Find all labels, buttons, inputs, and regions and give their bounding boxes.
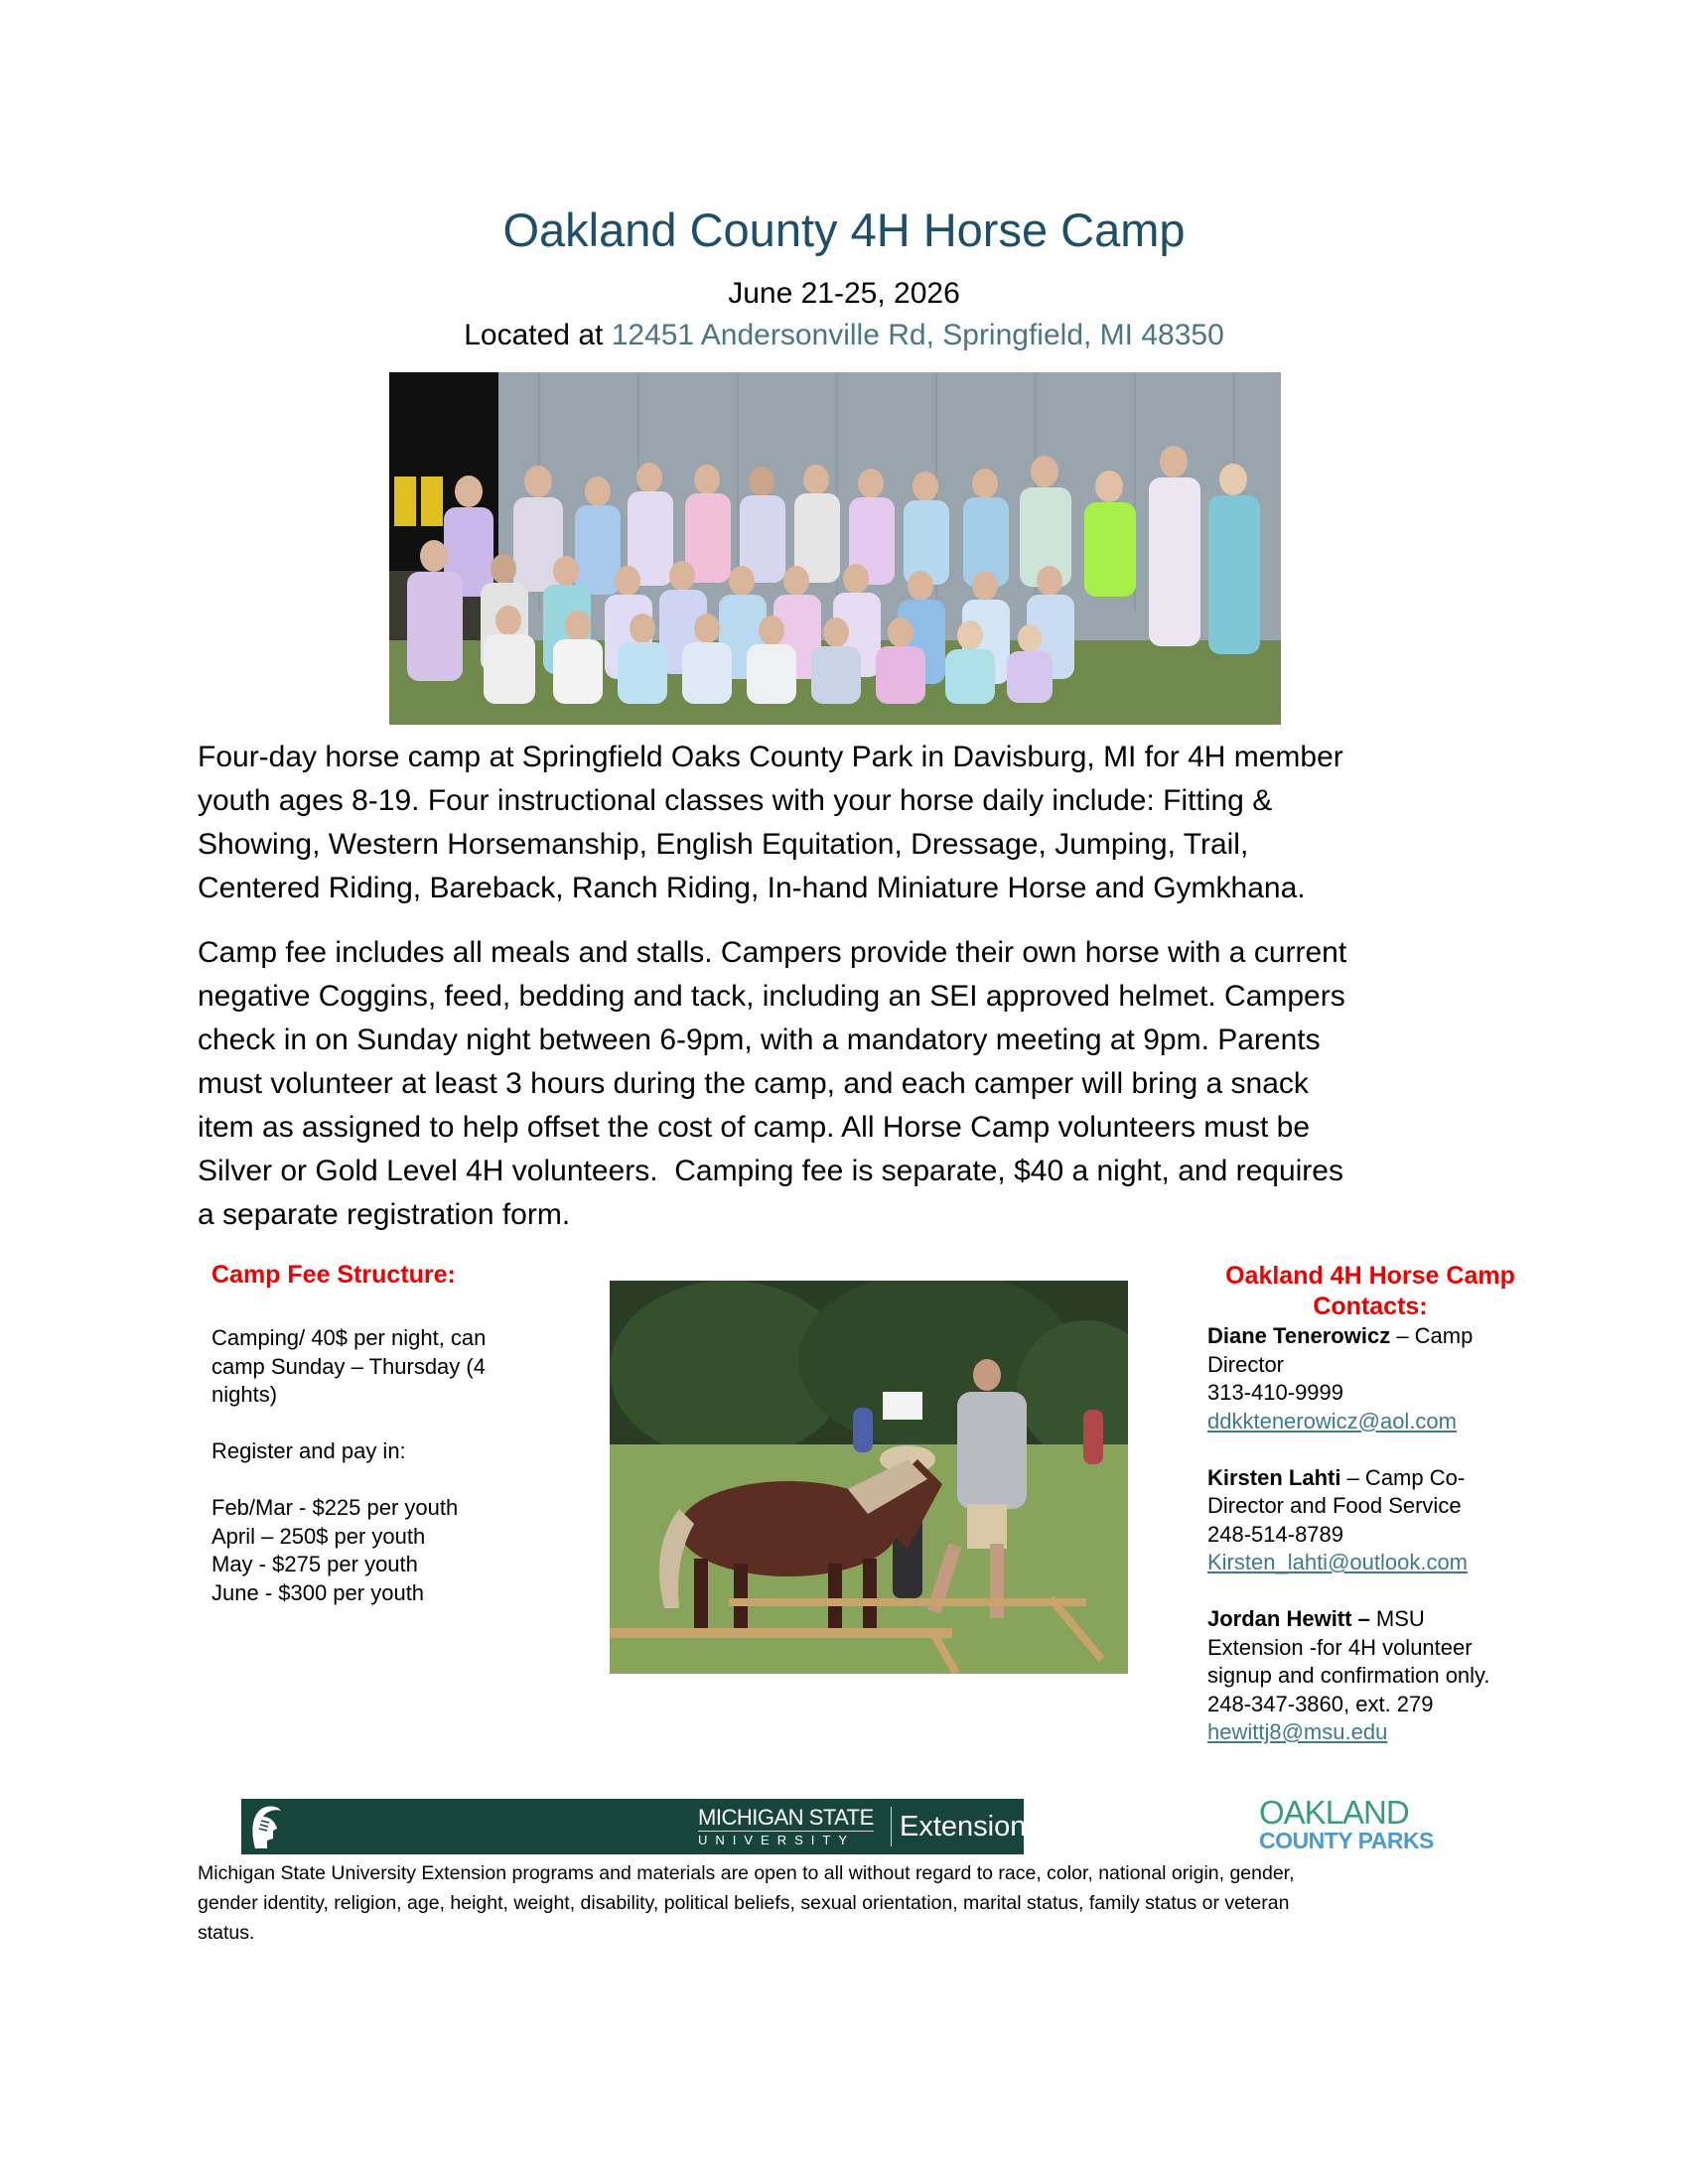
contact-name: Jordan Hewitt – — [1207, 1606, 1370, 1631]
msu-wordmark — [698, 1806, 874, 1849]
contact-role: MSU — [1369, 1606, 1425, 1631]
spacer — [1207, 1435, 1534, 1464]
disclaimer-line: gender identity, religion, age, height, weight, disability, political beliefs, sexual orientation, marital status, family status or veteran — [198, 1892, 1290, 1914]
details-line: negative Coggins, feed, bedding and tack, including an SEI approved helmet. Campers — [198, 980, 1345, 1013]
contact-email-link[interactable]: Kirsten_lahti@outlook.com — [1207, 1550, 1469, 1574]
contact-phone: 313-410-9999 — [1207, 1380, 1344, 1405]
horse-photo-image — [610, 1281, 1128, 1674]
msu-wordmark-line2: UNIVERSITY — [698, 1833, 856, 1847]
disclaimer-line: Michigan State University Extension programs and materials are open to all without regard to race, color, national origin, gender, — [198, 1862, 1295, 1884]
contacts-heading-line: Oakland 4H Horse Camp — [1225, 1262, 1515, 1290]
contact-phone: 248-514-8789 — [1207, 1521, 1344, 1547]
camp-dates: June 21-25, 2026 — [728, 277, 960, 310]
group-photo-image — [389, 372, 1281, 725]
spartan-helmet-icon — [249, 1805, 283, 1848]
details-line: must volunteer at least 3 hours during the camp, and each camper will bring a snack — [198, 1067, 1309, 1100]
spacer — [211, 1410, 549, 1438]
contact-name: Diane Tenerowicz — [1207, 1323, 1391, 1348]
msu-wordmark-line1: MICHIGAN STATE — [698, 1805, 874, 1830]
page-title: Oakland County 4H Horse Camp — [502, 204, 1186, 256]
contact-phone: 248-347-3860, ext. 279 — [1207, 1691, 1434, 1716]
msu-extension-label: Extension — [900, 1811, 1027, 1843]
intro-line: Showing, Western Horsemanship, English Equitation, Dressage, Jumping, Trail, — [198, 828, 1249, 861]
contact-card — [1196, 1322, 1534, 1747]
fee-tier: Feb/Mar - $225 per youth — [211, 1495, 459, 1520]
details-line: Camp fee includes all meals and stalls. Campers provide their own horse with a current — [198, 936, 1347, 969]
spacer — [1207, 1577, 1534, 1606]
camp-address: 12451 Andersonville Rd, Springfield, MI 48350 — [611, 319, 1224, 351]
spacer — [211, 1466, 549, 1495]
register-label: Register and pay in: — [211, 1438, 406, 1463]
camping-fee-line: Camping/ 40$ per night, can — [211, 1325, 487, 1350]
camping-fee-line: nights) — [211, 1382, 278, 1407]
logo-divider — [891, 1807, 892, 1846]
contact-role: Extension -for 4H volunteer — [1207, 1634, 1473, 1660]
details-line: check in on Sunday night between 6-9pm, with a mandatory meeting at 9pm. Parents — [198, 1024, 1321, 1056]
contact-role: – Camp Co- — [1340, 1464, 1466, 1490]
camping-fee-line: camp Sunday – Thursday (4 — [211, 1353, 486, 1379]
contact-role: Director — [1207, 1351, 1285, 1377]
intro-line: Four-day horse camp at Springfield Oaks County Park in Davisburg, MI for 4H member — [198, 741, 1343, 773]
fee-tier: April – 250$ per youth — [211, 1523, 426, 1549]
oakland-wordmark: OAKLAND — [1259, 1794, 1409, 1831]
contact-role: Director and Food Service — [1207, 1493, 1462, 1518]
details-line: item as assigned to help offset the cost of camp. All Horse Camp volunteers must be — [198, 1111, 1311, 1144]
contact-role: – Camp — [1390, 1323, 1474, 1348]
contacts-heading-line: Contacts: — [1313, 1293, 1428, 1320]
contact-email-link[interactable]: ddkktenerowicz@aol.com — [1207, 1408, 1457, 1433]
fee-structure-heading: Camp Fee Structure: — [211, 1261, 456, 1289]
contacts-section — [1196, 1261, 1534, 1747]
details-line: Silver or Gold Level 4H volunteers. Camping fee is separate, $40 a night, and requires — [198, 1155, 1343, 1187]
details-line: a separate registration form. — [198, 1198, 571, 1231]
contact-role: signup and confirmation only. — [1207, 1663, 1490, 1688]
msu-extension-logo — [241, 1799, 1027, 1854]
oakland-county-parks-logo — [1259, 1794, 1448, 1854]
intro-line: youth ages 8-19. Four instructional classes with your horse daily include: Fitting & — [198, 784, 1273, 817]
group-photo — [389, 372, 1281, 725]
horse-photo — [610, 1281, 1128, 1674]
contact-email-link[interactable]: hewittj8@msu.edu — [1207, 1719, 1388, 1744]
fee-tier: June - $300 per youth — [211, 1579, 425, 1605]
fee-structure-list — [211, 1324, 549, 1607]
contact-name: Kirsten Lahti — [1207, 1464, 1341, 1490]
location-prefix: Located at — [464, 319, 612, 351]
camp-location — [0, 318, 1688, 353]
intro-paragraph — [198, 736, 1498, 910]
details-paragraph — [198, 931, 1498, 1237]
intro-line: Centered Riding, Bareback, Ranch Riding, In-hand Miniature Horse and Gymkhana. — [198, 872, 1306, 904]
disclaimer-line: status. — [198, 1922, 255, 1944]
nondiscrimination-statement — [198, 1858, 1508, 1948]
fee-tier: May - $275 per youth — [211, 1552, 418, 1576]
county-parks-wordmark: COUNTY PARKS — [1259, 1828, 1434, 1853]
